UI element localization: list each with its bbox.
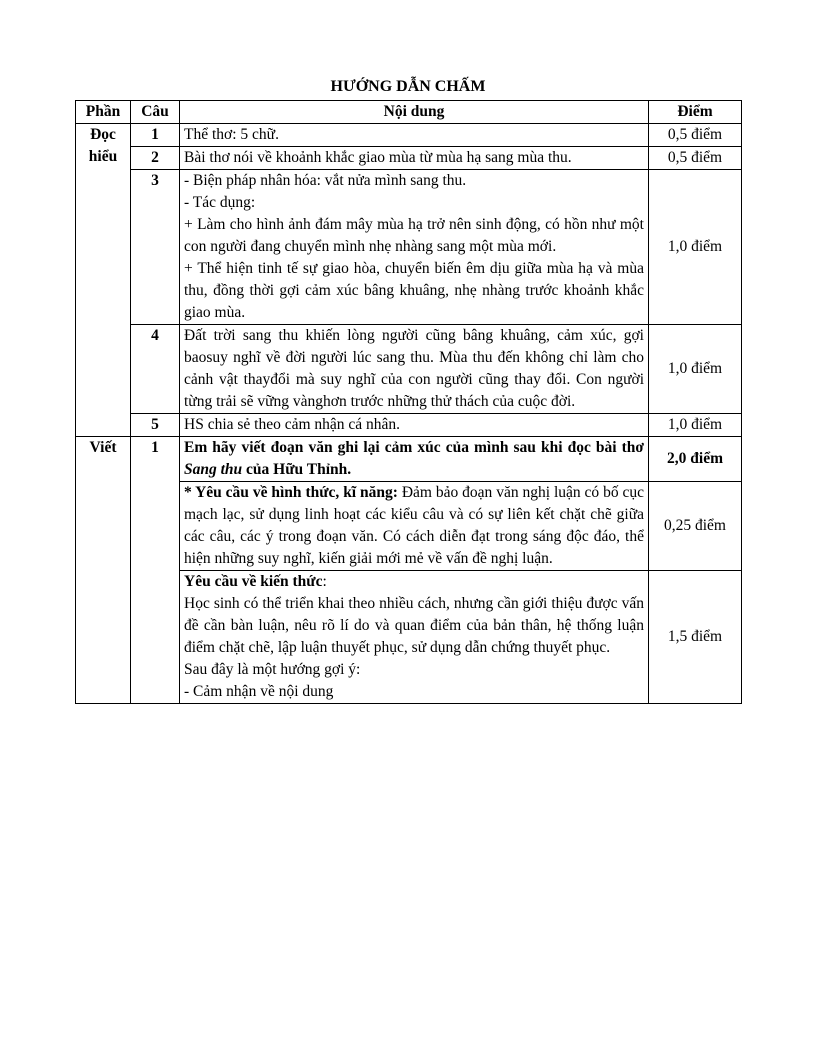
table-row bbox=[76, 414, 742, 437]
table-row bbox=[76, 437, 742, 482]
part-label-line1: Đọc bbox=[90, 126, 116, 143]
question-number: 4 bbox=[131, 325, 180, 414]
answer-content bbox=[180, 147, 649, 170]
skills-text: Đảm bảo đoạn văn nghị luận có bố cục mạch lạc, sử dụng linh hoạt các kiểu câu và có sự liên kết chặt chẽ giữa các câu, các ý trong đoạn văn. Có cách diễn đạt trong sáng độc đáo, thể hiện những suy nghĩ, kiến giải mới mẻ về vấn đề nghị luận. bbox=[184, 484, 644, 567]
prompt-text: Em hãy viết đoạn văn ghi lại cảm xúc của mình sau khi đọc bài thơ bbox=[184, 439, 644, 456]
poem-title: Sang thu bbox=[184, 461, 243, 478]
table-row bbox=[76, 147, 742, 170]
score-cell: 1,0 điểm bbox=[649, 325, 742, 414]
skills-requirement bbox=[180, 482, 649, 571]
answer-line: - Biện pháp nhân hóa: vắt nửa mình sang thu. bbox=[184, 172, 467, 189]
table-header-row bbox=[76, 101, 742, 124]
knowledge-requirement bbox=[180, 571, 649, 704]
part-doc-hieu bbox=[76, 124, 131, 437]
skills-label: * Yêu cầu về hình thức, kĩ năng: bbox=[184, 484, 398, 501]
answer-line: Thể thơ: 5 chữ. bbox=[184, 126, 279, 143]
header-score: Điểm bbox=[649, 101, 742, 124]
score-cell: 1,0 điểm bbox=[649, 414, 742, 437]
table-row bbox=[76, 170, 742, 325]
knowledge-line: Học sinh có thể triển khai theo nhiều cách, nhưng cần giới thiệu được vấn đề cần bàn luận, nêu rõ lí do và quan điểm của bản thân, hệ thống luận điểm chặt chẽ, lập luận thuyết phục, sử dụng dẫn chứng thuyết phục. bbox=[184, 595, 644, 656]
knowledge-colon: : bbox=[322, 573, 327, 590]
writing-prompt bbox=[180, 437, 649, 482]
score-cell: 1,5 điểm bbox=[649, 571, 742, 704]
answer-line: Đất trời sang thu khiến lòng người cũng bâng khuâng, cảm xúc, gợi baosuy nghĩ về đời người lúc sang thu. Mùa thu đến không chỉ làm cho cảnh vật thayđổi mà suy nghĩ của con người cũng thay đổi. Con người từng trải sẽ vững vànghơn trước những thử thách của cuộc đời. bbox=[184, 327, 644, 410]
answer-line: Bài thơ nói về khoảnh khắc giao mùa từ mùa hạ sang mùa thu. bbox=[184, 149, 572, 166]
knowledge-heading bbox=[184, 571, 644, 593]
answer-content bbox=[180, 325, 649, 414]
answer-content bbox=[180, 170, 649, 325]
question-number: 1 bbox=[131, 437, 180, 704]
part-viet bbox=[76, 437, 131, 704]
answer-line: + Làm cho hình ảnh đám mây mùa hạ trở nên sinh động, có hồn như một con người đang chuyển mình nhẹ nhàng sang một mùa mới. bbox=[184, 216, 644, 255]
answer-line: + Thể hiện tinh tế sự giao hòa, chuyển biến êm dịu giữa mùa hạ và mùa thu, đồng thời gợi cảm xúc bâng khuâng, nhẹ nhàng trước khoảnh khắc giao mùa. bbox=[184, 260, 644, 321]
header-part: Phần bbox=[76, 101, 131, 124]
knowledge-label: Yêu cầu về kiến thức bbox=[184, 573, 323, 590]
part-label: Viết bbox=[89, 439, 117, 456]
score-cell: 2,0 điểm bbox=[649, 437, 742, 482]
header-content: Nội dung bbox=[180, 101, 649, 124]
part-label-line2: hiểu bbox=[88, 148, 118, 165]
answer-content bbox=[180, 414, 649, 437]
score-cell: 0,5 điểm bbox=[649, 147, 742, 170]
question-number: 2 bbox=[131, 147, 180, 170]
question-number: 3 bbox=[131, 170, 180, 325]
table-row bbox=[76, 124, 742, 147]
document-title: HƯỚNG DẪN CHẤM bbox=[330, 78, 486, 95]
score-cell: 0,25 điểm bbox=[649, 482, 742, 571]
header-question: Câu bbox=[131, 101, 180, 124]
question-number: 5 bbox=[131, 414, 180, 437]
score-cell: 1,0 điểm bbox=[649, 170, 742, 325]
knowledge-line: Sau đây là một hướng gợi ý: bbox=[184, 661, 361, 678]
answer-content bbox=[180, 124, 649, 147]
score-cell: 0,5 điểm bbox=[649, 124, 742, 147]
answer-line: - Tác dụng: bbox=[184, 194, 256, 211]
prompt-text-end: của Hữu Thỉnh. bbox=[242, 461, 352, 478]
grading-table bbox=[75, 100, 742, 704]
table-row bbox=[76, 325, 742, 414]
question-number: 1 bbox=[131, 124, 180, 147]
answer-line: HS chia sẻ theo cảm nhận cá nhân. bbox=[184, 416, 401, 433]
knowledge-line: - Cảm nhận về nội dung bbox=[184, 683, 334, 700]
